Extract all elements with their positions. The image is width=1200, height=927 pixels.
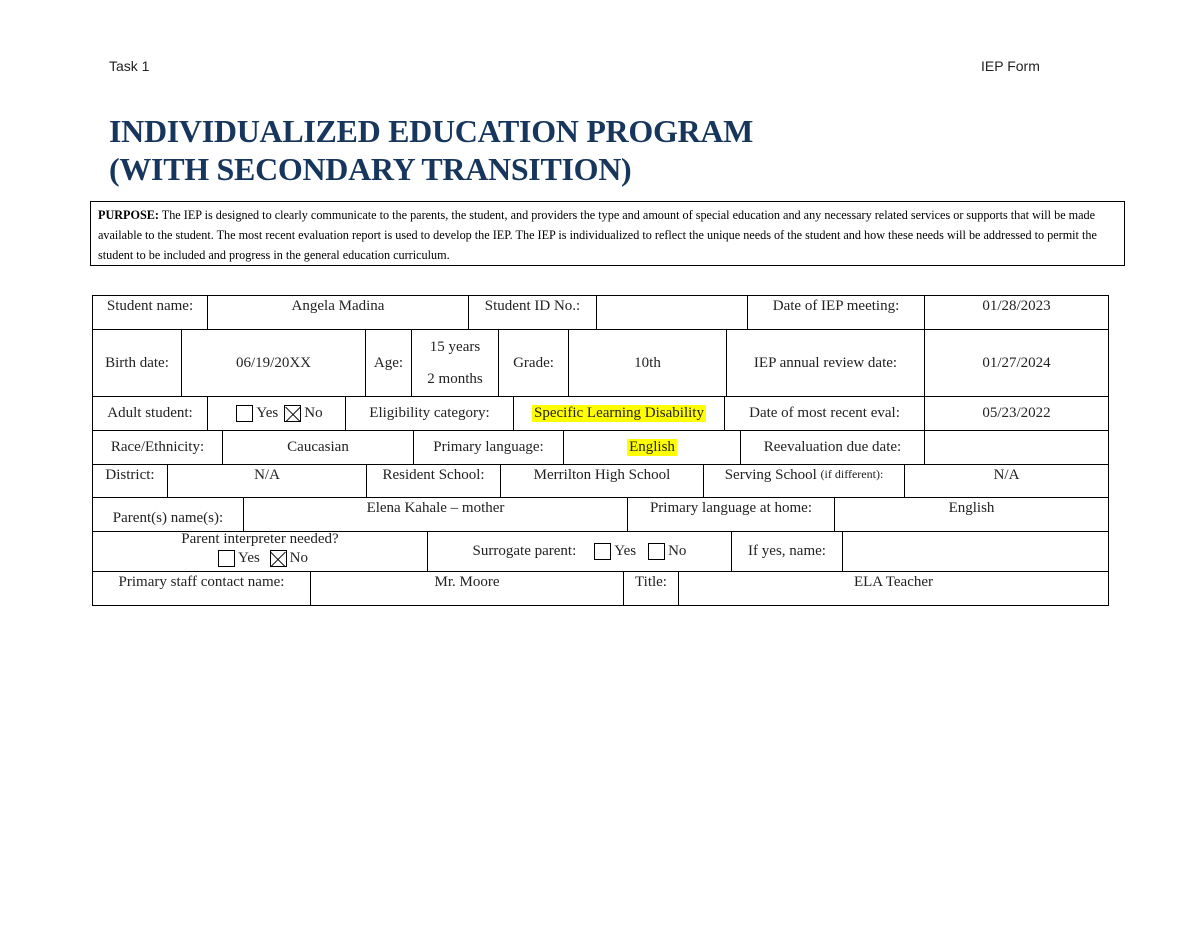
home-language-field[interactable]: English (835, 498, 1109, 531)
iep-meeting-field[interactable]: 01/28/2023 (925, 296, 1109, 329)
reeval-field[interactable] (925, 431, 1109, 464)
grade-field[interactable]: 10th (569, 330, 727, 396)
annual-review-field[interactable]: 01/27/2024 (925, 330, 1109, 396)
form-row-race (93, 431, 1109, 465)
parents-label: Parent(s) name(s): (93, 498, 244, 531)
staff-contact-field[interactable]: Mr. Moore (311, 572, 624, 605)
home-language-label: Primary language at home: (628, 498, 835, 531)
adult-no-option[interactable] (278, 405, 322, 422)
primary-language-label: Primary language: (414, 431, 564, 464)
header-task: Task 1 (109, 58, 150, 74)
interpreter-options (212, 549, 308, 571)
form-row-parents (93, 498, 1109, 532)
adult-yes-label: Yes (256, 405, 279, 421)
iep-meeting-label: Date of IEP meeting: (748, 296, 925, 329)
primary-language-field[interactable] (564, 431, 741, 464)
district-field[interactable]: N/A (168, 465, 367, 497)
form-row-adult (93, 397, 1109, 431)
interpreter-cell (93, 532, 428, 571)
recent-eval-field[interactable]: 05/23/2022 (925, 397, 1109, 430)
student-id-field[interactable] (597, 296, 748, 329)
form-row-interpreter (93, 532, 1109, 572)
form-row-student (93, 296, 1109, 330)
serving-school-label (704, 465, 905, 497)
title-line-2: (WITH SECONDARY TRANSITION) (109, 151, 632, 187)
birth-date-field[interactable]: 06/19/20XX (182, 330, 366, 396)
resident-school-label: Resident School: (367, 465, 501, 497)
header-form-name: IEP Form (981, 58, 1040, 74)
eligibility-label: Eligibility category: (346, 397, 514, 430)
page-title (109, 112, 753, 188)
interpreter-yes-checkbox[interactable] (218, 550, 235, 567)
reeval-label: Reevaluation due date: (741, 431, 925, 464)
surrogate-yes-option[interactable] (588, 543, 636, 560)
recent-eval-label: Date of most recent eval: (725, 397, 925, 430)
adult-student-label: Adult student: (93, 397, 208, 430)
age-label: Age: (366, 330, 412, 396)
purpose-text: The IEP is designed to clearly communicate to the parents, the student, and providers the type and amount of special education and any necessary related services or supports that will be made available to the student. The most recent evaluation report is used to develop the IEP. The IEP is individualized to reflect the unique needs of the student and how these needs will be addressed to permit the student to be included and progress in the general education curriculum. (98, 208, 1097, 262)
student-id-label: Student ID No.: (469, 296, 597, 329)
interpreter-no-checkbox[interactable] (270, 550, 287, 567)
adult-no-checkbox[interactable] (284, 405, 301, 422)
interpreter-yes-label: Yes (238, 550, 260, 566)
eligibility-value: Specific Learning Disability (534, 405, 704, 421)
interpreter-no-option[interactable] (264, 549, 308, 568)
surrogate-yes-checkbox[interactable] (594, 543, 611, 560)
student-name-label: Student name: (93, 296, 208, 329)
form-row-district (93, 465, 1109, 498)
surrogate-no-label: No (668, 543, 687, 559)
staff-contact-label: Primary staff contact name: (93, 572, 311, 605)
resident-school-field[interactable]: Merrilton High School (501, 465, 704, 497)
race-field[interactable]: Caucasian (223, 431, 414, 464)
if-yes-name-field[interactable] (843, 532, 1109, 571)
purpose-label: PURPOSE: (98, 208, 159, 222)
surrogate-yes-label: Yes (614, 543, 637, 559)
staff-title-field[interactable]: ELA Teacher (679, 572, 1109, 605)
interpreter-no-label: No (289, 550, 308, 566)
age-months: 2 months (427, 371, 483, 387)
age-field[interactable] (412, 330, 499, 396)
surrogate-cell (428, 532, 732, 571)
annual-review-label: IEP annual review date: (727, 330, 925, 396)
race-label: Race/Ethnicity: (93, 431, 223, 464)
grade-label: Grade: (499, 330, 569, 396)
parents-field[interactable]: Elena Kahale – mother (244, 498, 628, 531)
adult-student-options (208, 397, 346, 430)
staff-title-label: Title: (624, 572, 679, 605)
form-row-staff (93, 572, 1109, 606)
student-name-field[interactable]: Angela Madina (208, 296, 469, 329)
interpreter-yes-option[interactable] (212, 549, 260, 568)
serving-school-note: (if different): (820, 467, 884, 481)
serving-school-field[interactable]: N/A (905, 465, 1109, 497)
surrogate-no-checkbox[interactable] (648, 543, 665, 560)
adult-yes-option[interactable] (230, 405, 278, 422)
primary-language-value: English (629, 439, 675, 455)
interpreter-label: Parent interpreter needed? (181, 532, 339, 547)
iep-form-table (92, 295, 1109, 606)
if-yes-label: If yes, name: (732, 532, 843, 571)
surrogate-label: Surrogate parent: (472, 543, 577, 559)
eligibility-field[interactable] (514, 397, 725, 430)
age-years: 15 years (429, 339, 481, 355)
birth-date-label: Birth date: (93, 330, 182, 396)
purpose-box (90, 201, 1125, 266)
serving-school-label-text: Serving School (724, 467, 817, 483)
adult-yes-checkbox[interactable] (236, 405, 253, 422)
district-label: District: (93, 465, 168, 497)
adult-no-label: No (304, 405, 323, 421)
title-line-1: INDIVIDUALIZED EDUCATION PROGRAM (109, 113, 754, 149)
form-row-birth (93, 330, 1109, 397)
surrogate-no-option[interactable] (642, 543, 686, 560)
